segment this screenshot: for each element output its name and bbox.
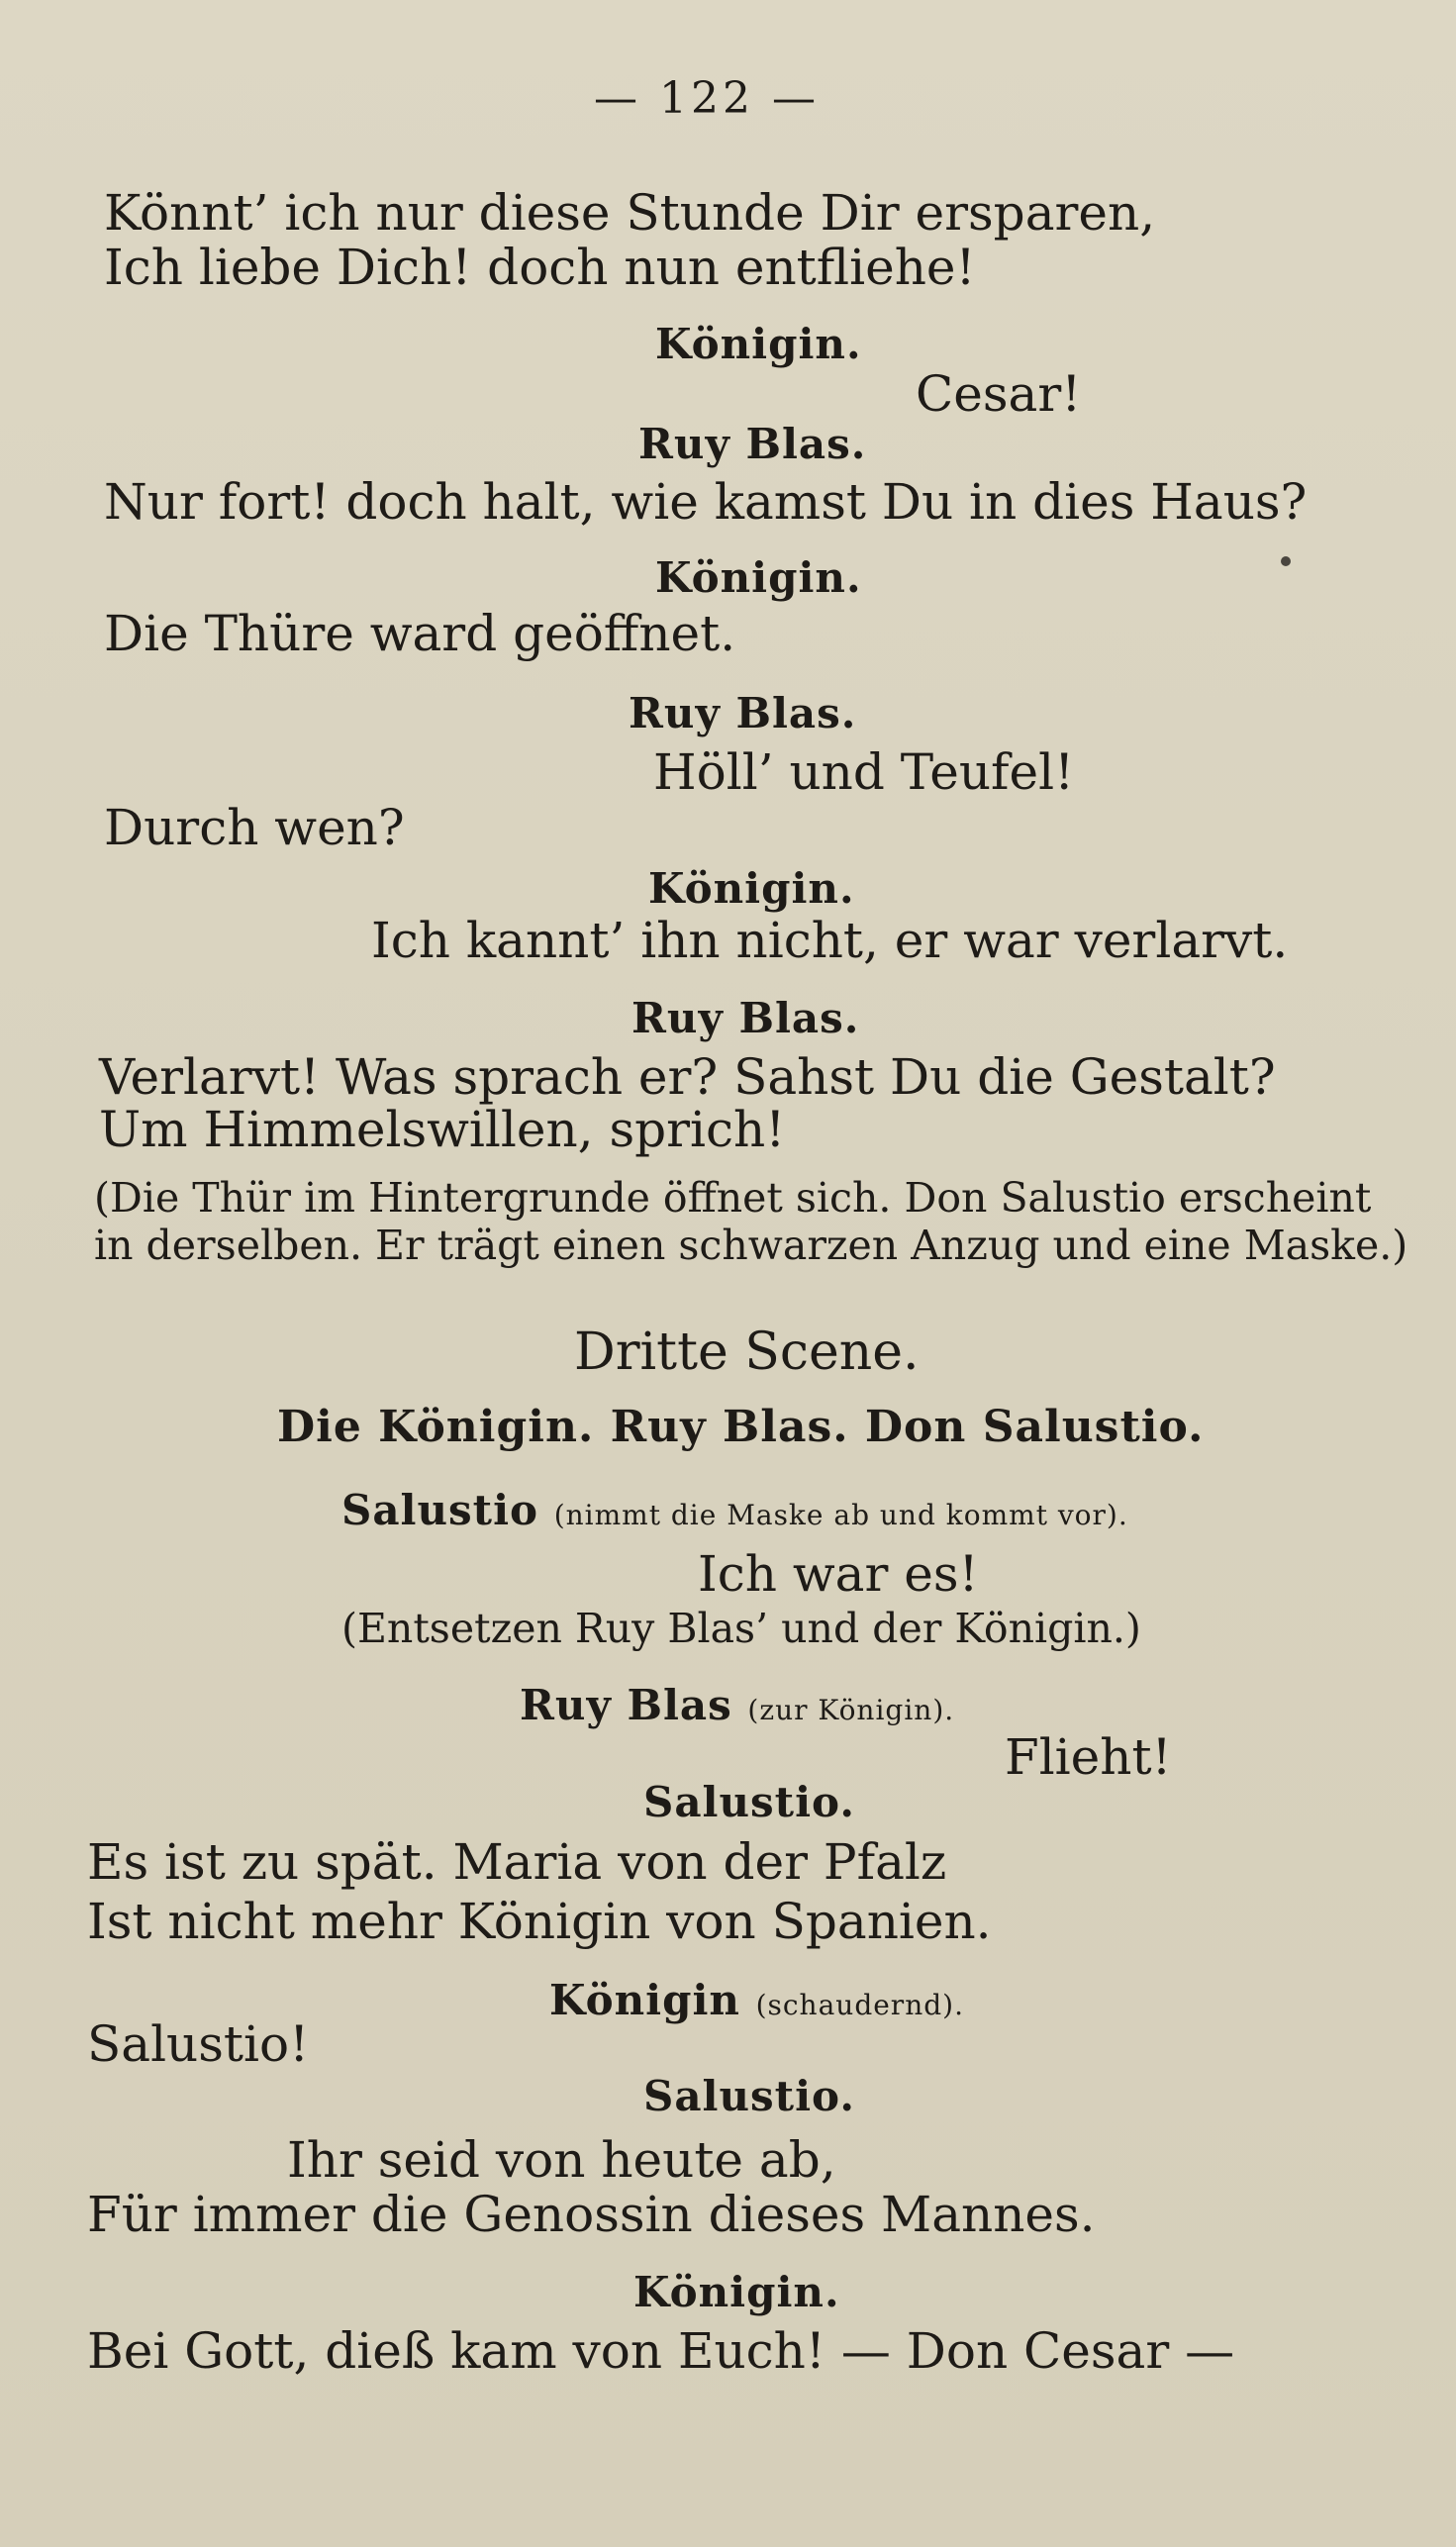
verse-line: Die Thüre ward geöffnet. (104, 605, 736, 662)
scene-heading: Dritte Scene. (574, 1322, 920, 1382)
verse-line: Cesar! (916, 365, 1082, 423)
speaker-name: Königin. (633, 2268, 840, 2316)
verse-line: Salustio! (87, 2015, 310, 2073)
speaker-name: Königin. (655, 320, 862, 368)
page-number: — 122 — (594, 73, 820, 124)
verse-line: Um Himmelswillen, sprich! (99, 1101, 786, 1158)
speaker-direction: (zur Königin). (747, 1694, 955, 1726)
scene-cast: Die Königin. Ruy Blas. Don Salustio. (277, 1402, 1205, 1452)
speaker-name: Salustio. (643, 2072, 855, 2120)
speaker-direction: (schaudernd). (755, 1989, 964, 2021)
stage-direction: in derselben. Er trägt einen schwarzen Anzug und eine Maske.) (94, 1222, 1408, 1269)
speaker-name: Salustio (341, 1486, 539, 1534)
speaker-name: Ruy Blas (520, 1681, 732, 1729)
speaker-direction: (nimmt die Maske ab und kommt vor). (553, 1499, 1128, 1531)
verse-line: Bei Gott, dieß kam von Euch! — Don Cesar — (87, 2322, 1235, 2380)
speaker-name: Königin. (648, 864, 855, 913)
speaker-line (341, 1486, 1128, 1534)
verse-line: Ihr seid von heute ab, (287, 2131, 836, 2189)
speaker-name: Salustio. (643, 1778, 855, 1826)
verse-line: Ich war es! (698, 1545, 979, 1603)
speaker-name: Ruy Blas. (631, 994, 860, 1042)
verse-line: Es ist zu spät. Maria von der Pfalz (87, 1833, 947, 1891)
verse-line: Verlarvt! Was sprach er? Sahst Du die Gestalt? (99, 1048, 1276, 1106)
verse-line: Für immer die Genossin dieses Mannes. (87, 2186, 1096, 2243)
verse-line: Höll’ und Teufel! (653, 743, 1075, 801)
verse-line: Durch wen? (104, 799, 405, 856)
verse-line: Nur fort! doch halt, wie kamst Du in dies Haus? (104, 473, 1308, 531)
speaker-name: Ruy Blas. (638, 420, 867, 468)
speaker-line (520, 1681, 955, 1729)
verse-line: Flieht! (1005, 1728, 1172, 1786)
verse-line: Ich liebe Dich! doch nun entfliehe! (104, 239, 976, 296)
speaker-name: Königin. (655, 553, 862, 602)
stage-direction: (Die Thür im Hintergrunde öffnet sich. Don Salustio erscheint (94, 1174, 1372, 1222)
ink-speck (1281, 556, 1291, 566)
verse-line: Könnt’ ich nur diese Stunde Dir ersparen, (104, 184, 1156, 242)
speaker-line (549, 1976, 964, 2024)
stage-direction: (Entsetzen Ruy Blas’ und der Königin.) (341, 1605, 1141, 1652)
speaker-name: Ruy Blas. (629, 689, 857, 737)
verse-line: Ich kannt’ ihn nicht, er war verlarvt. (371, 912, 1289, 969)
verse-line: Ist nicht mehr Königin von Spanien. (87, 1893, 992, 1950)
speaker-name: Königin (549, 1976, 740, 2024)
